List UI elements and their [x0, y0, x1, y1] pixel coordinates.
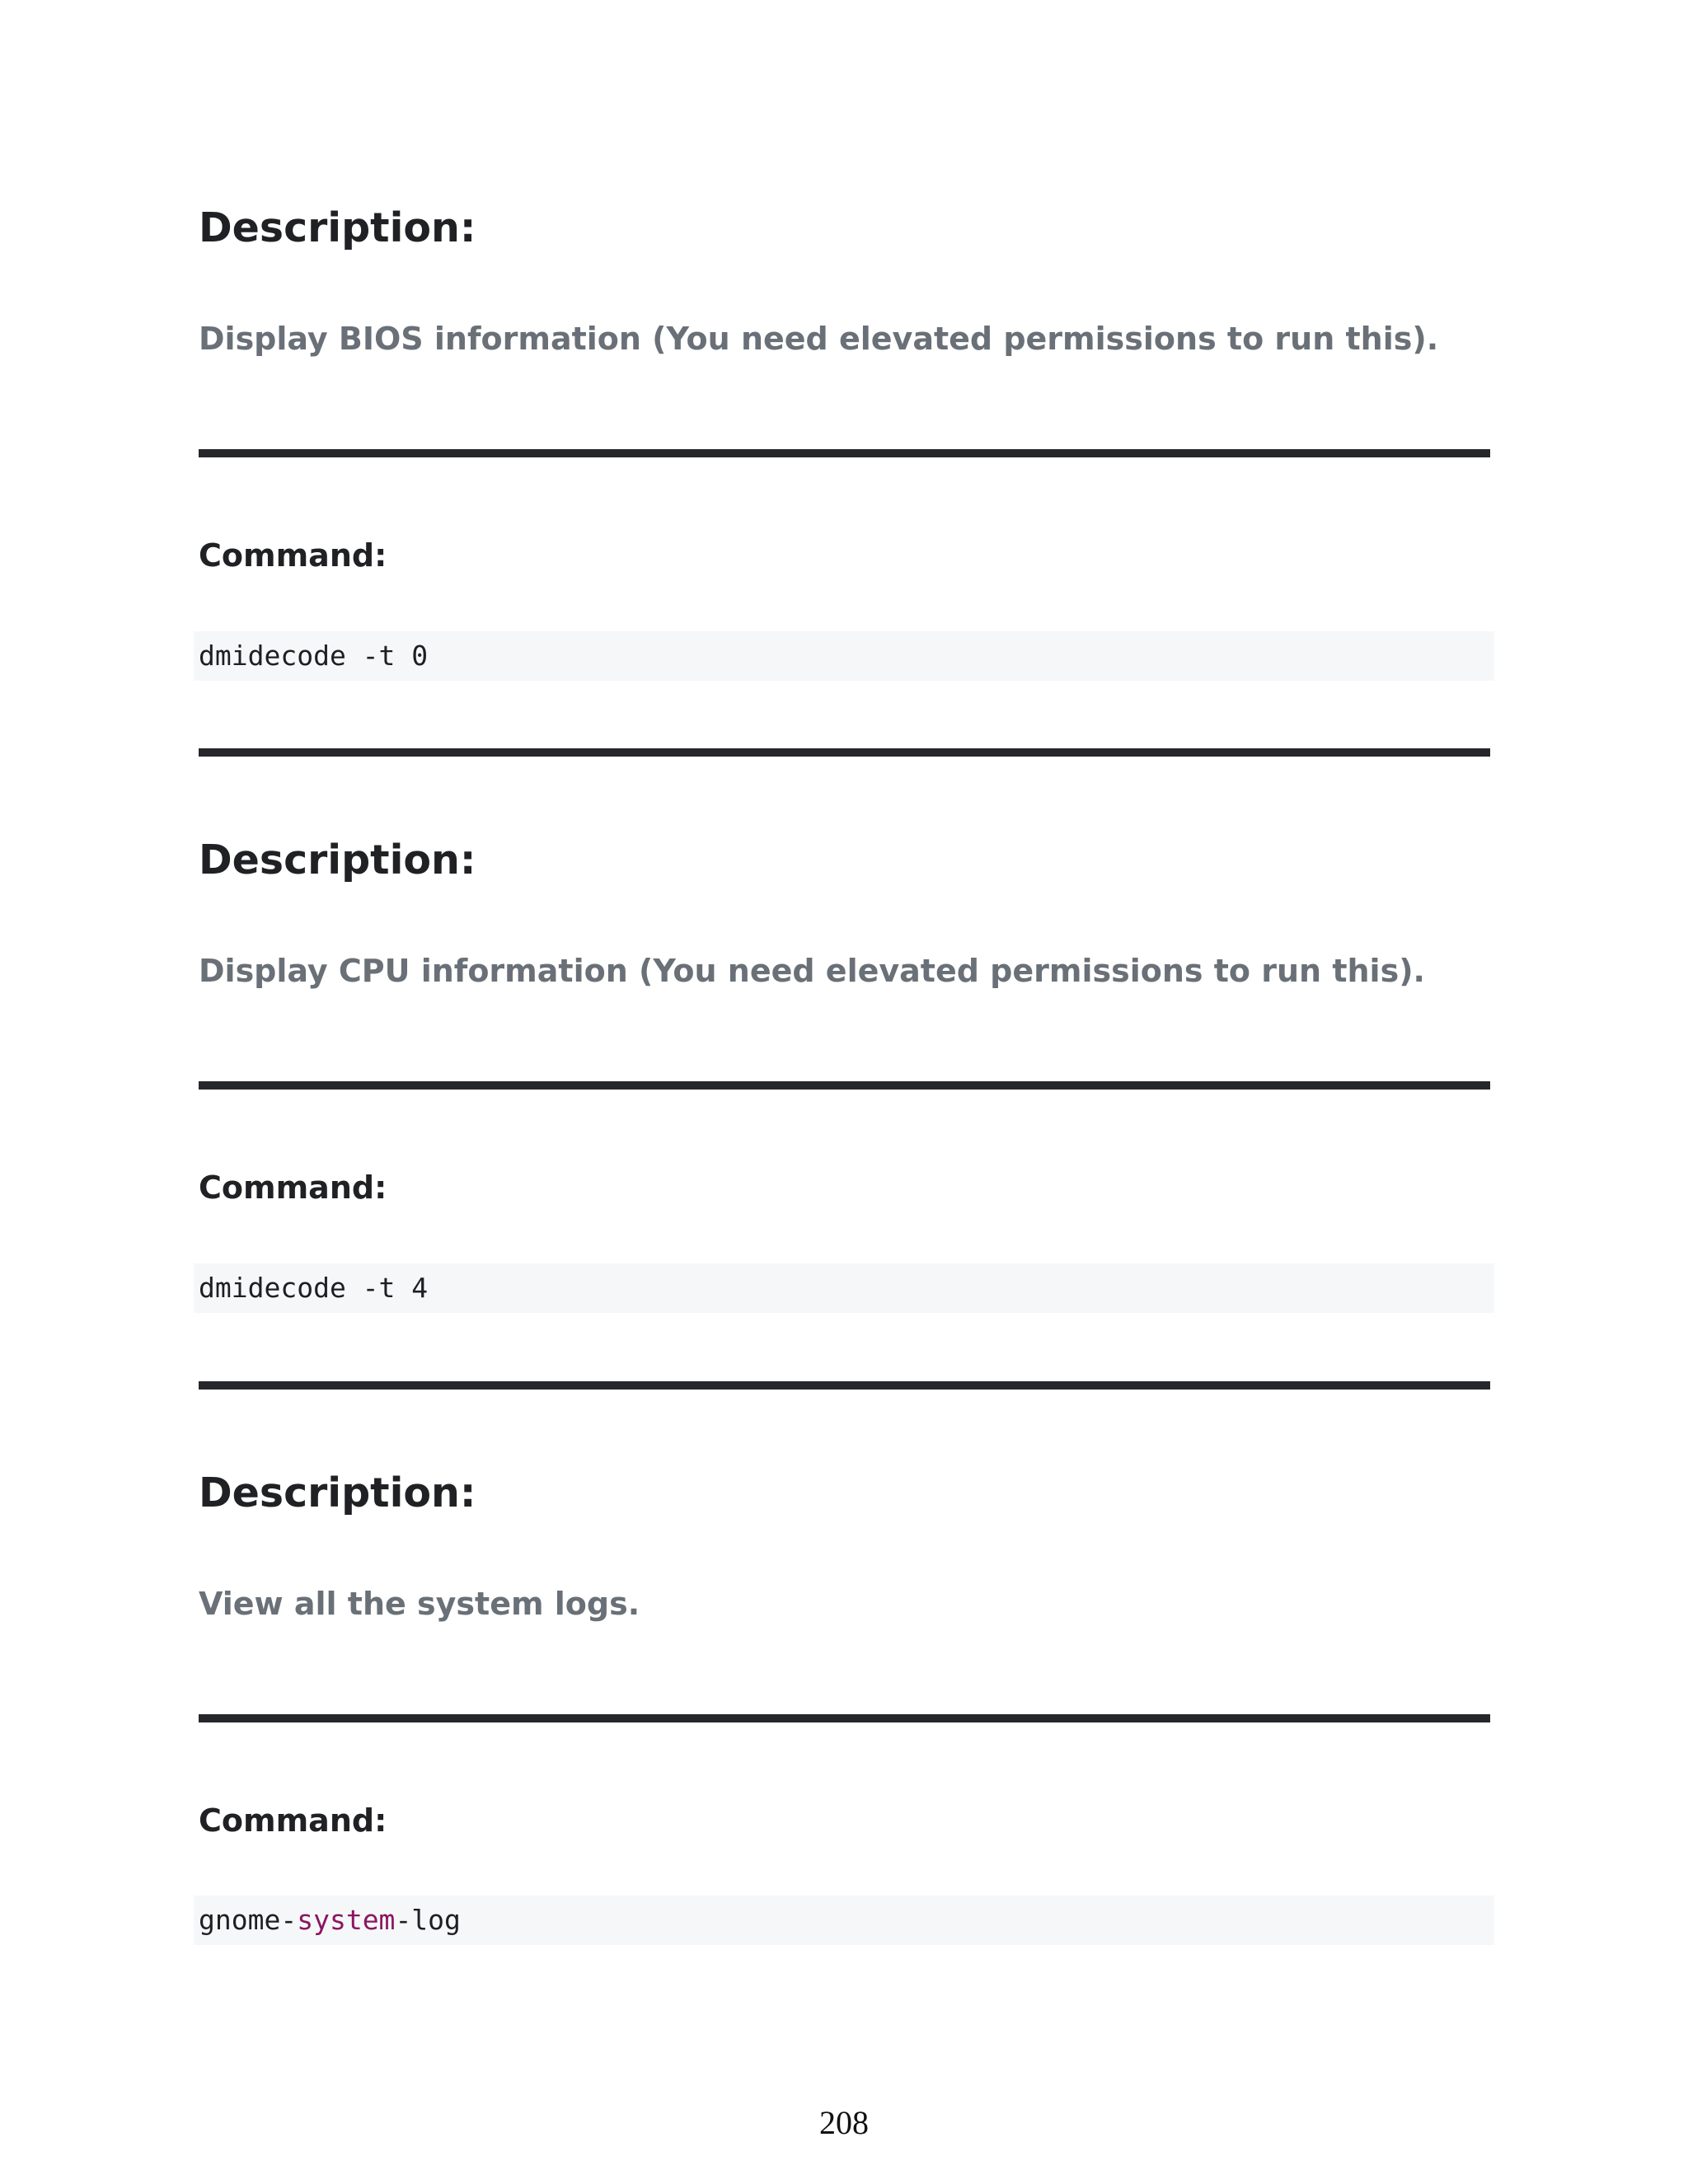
command-text-part: gnome- — [199, 1904, 298, 1936]
section-divider — [199, 748, 1490, 757]
command-heading: Command: — [199, 1802, 387, 1839]
description-heading: Description: — [199, 837, 476, 883]
description-text: Display CPU information (You need elevated permissions to run this). — [199, 953, 1425, 989]
command-code-block — [194, 1896, 1494, 1945]
section-divider — [199, 1714, 1490, 1722]
description-text: Display BIOS information (You need elevated permissions to run this). — [199, 321, 1439, 357]
section-divider — [199, 449, 1490, 457]
description-heading: Description: — [199, 1469, 476, 1516]
section-divider — [199, 1381, 1490, 1390]
command-heading: Command: — [199, 1169, 387, 1206]
command-code-block — [194, 631, 1494, 681]
command-text-part: -log — [395, 1904, 461, 1936]
command-keyword: system — [297, 1904, 396, 1936]
section-divider — [199, 1081, 1490, 1090]
command-text: dmidecode -t 0 — [199, 640, 429, 672]
command-text: dmidecode -t 4 — [199, 1272, 429, 1304]
description-heading: Description: — [199, 204, 476, 251]
description-text: View all the system logs. — [199, 1586, 640, 1622]
command-code-block — [194, 1263, 1494, 1313]
command-heading: Command: — [199, 537, 387, 574]
page-number: 208 — [819, 2104, 869, 2141]
